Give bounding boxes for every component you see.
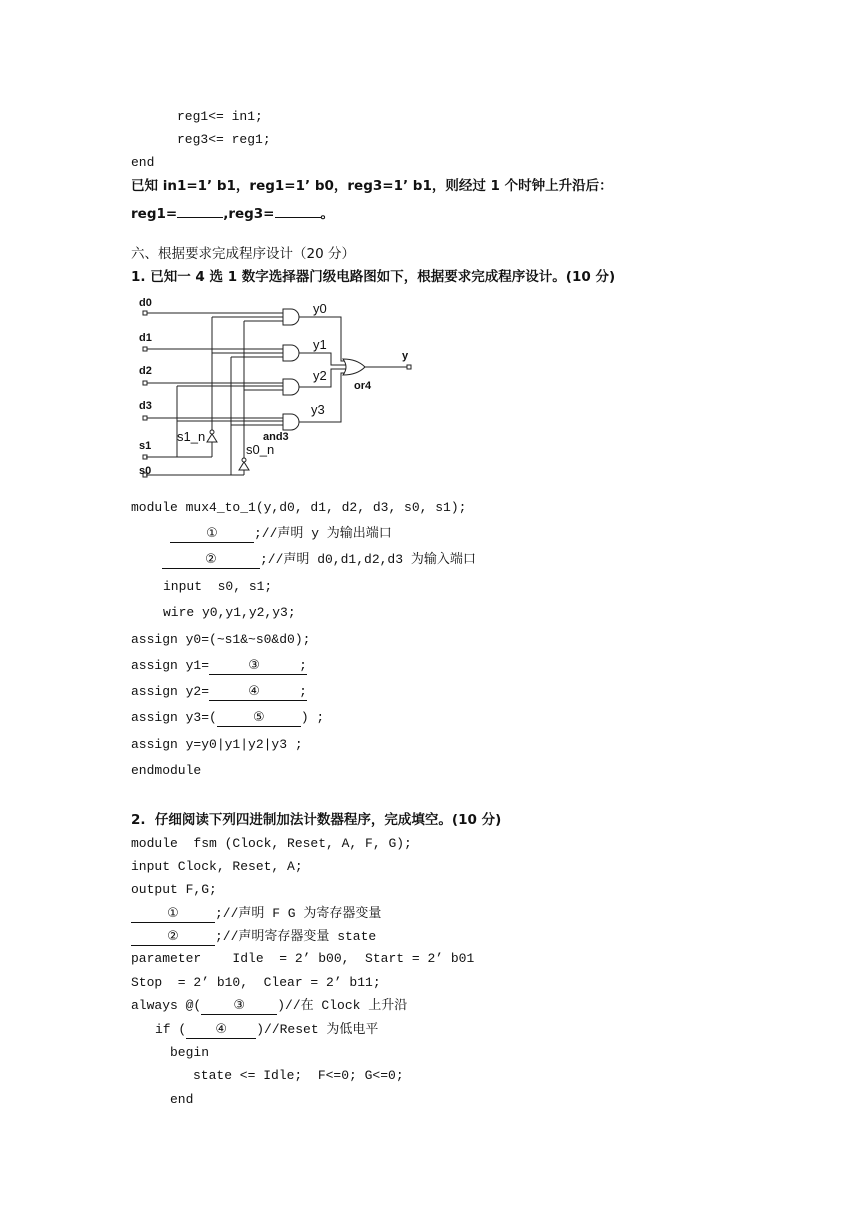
code-comment: ;//声明寄存器变量 state (215, 929, 377, 944)
code-line (170, 525, 392, 543)
label-y1: y1 (313, 337, 327, 352)
code-line (131, 683, 307, 701)
label-y3: y3 (311, 402, 325, 417)
label-and3: and3 (263, 431, 289, 443)
code-line (162, 551, 476, 569)
code-line: Stop = 2’ b10, Clear = 2’ b11; (131, 975, 381, 990)
code-line: state <= Idle; F<=0; G<=0; (193, 1068, 404, 1083)
answer-blank-reg1[interactable] (177, 201, 223, 218)
fill-blank-4[interactable]: ④ (186, 1022, 256, 1039)
fill-blank-1[interactable]: ① (170, 526, 254, 543)
code-line: module mux4_to_1(y,d0, d1, d2, d3, s0, s1); (131, 500, 467, 515)
code-line: end (131, 155, 155, 170)
question-text: 已知 in1=1’ b1，reg1=1’ b0，reg3=1’ b1，则经过 1 个时钟上升沿后： (131, 178, 613, 194)
answer-line (131, 201, 334, 223)
label-y: y (402, 350, 409, 362)
code-line: end (170, 1092, 194, 1107)
code-text: if ( (155, 1022, 187, 1037)
code-semicolon: ; (299, 684, 307, 699)
code-line: parameter Idle = 2’ b00, Start = 2’ b01 (131, 951, 475, 966)
label-d2: d2 (139, 365, 152, 377)
code-text: assign y1= (131, 658, 210, 673)
code-line (155, 1021, 378, 1039)
answer-label-reg3: ,reg3= (223, 206, 275, 222)
code-comment: ;//声明 y 为输出端口 (254, 526, 392, 541)
label-s1: s1 (139, 440, 152, 452)
fill-blank-5[interactable]: ⑤ (217, 710, 301, 727)
label-s0-n: s0_n (246, 442, 275, 457)
answer-label-reg1: reg1= (131, 206, 178, 222)
code-comment: )//在 Clock 上升沿 (277, 998, 408, 1013)
code-comment: ;//声明 d0,d1,d2,d3 为输入端口 (260, 552, 476, 567)
code-line: reg1<= in1; (177, 109, 263, 124)
section-title: 六、根据要求完成程序设计（20 分） (131, 246, 355, 262)
label-s0: s0 (139, 465, 152, 477)
code-line: module fsm (Clock, Reset, A, F, G); (131, 836, 412, 851)
label-or4: or4 (354, 380, 372, 392)
answer-blank-reg3[interactable] (275, 201, 321, 218)
fill-blank-2[interactable]: ② (162, 552, 260, 569)
label-d0: d0 (139, 297, 152, 309)
question-1-title: 1. 已知一 4 选 1 数字选择器门级电路图如下，根据要求完成程序设计。(10 分) (131, 269, 616, 285)
code-line (131, 709, 324, 727)
code-line (131, 997, 407, 1015)
code-line (131, 928, 376, 946)
code-line: endmodule (131, 763, 202, 778)
code-line: begin (170, 1045, 210, 1060)
code-line: assign y0=(~s1&~s0&d0); (131, 632, 311, 647)
label-y2: y2 (313, 368, 327, 383)
code-text: assign y2= (131, 684, 210, 699)
fill-blank-3[interactable]: ③ (209, 658, 299, 675)
mux-circuit-diagram (131, 292, 431, 487)
answer-end: 。 (320, 206, 334, 222)
label-y0: y0 (313, 301, 327, 316)
code-text: ) ; (300, 710, 325, 725)
fill-blank-4[interactable]: ④ (209, 684, 299, 701)
code-text: always @( (131, 998, 202, 1013)
code-comment: )//Reset 为低电平 (256, 1022, 379, 1037)
question-2-title: 2. 仔细阅读下列四进制加法计数器程序，完成填空。(10 分) (131, 812, 502, 828)
code-line (131, 657, 307, 675)
fill-blank-2[interactable]: ② (131, 929, 215, 946)
label-d3: d3 (139, 400, 152, 412)
fill-blank-3[interactable]: ③ (201, 998, 277, 1015)
code-line: wire y0,y1,y2,y3; (163, 605, 296, 620)
code-line (131, 905, 381, 923)
code-line: assign y=y0|y1|y2|y3 ; (131, 737, 303, 752)
code-text: assign y3=( (131, 710, 217, 725)
label-d1: d1 (139, 332, 152, 344)
code-semicolon: ; (299, 658, 307, 673)
fill-blank-1[interactable]: ① (131, 906, 215, 923)
code-line: input s0, s1; (163, 579, 273, 594)
code-comment: ;//声明 F G 为寄存器变量 (215, 906, 382, 921)
code-line: input Clock, Reset, A; (131, 859, 303, 874)
code-line: reg3<= reg1; (177, 132, 271, 147)
label-s1-n: s1_n (177, 429, 206, 444)
code-line: output F,G; (131, 882, 217, 897)
